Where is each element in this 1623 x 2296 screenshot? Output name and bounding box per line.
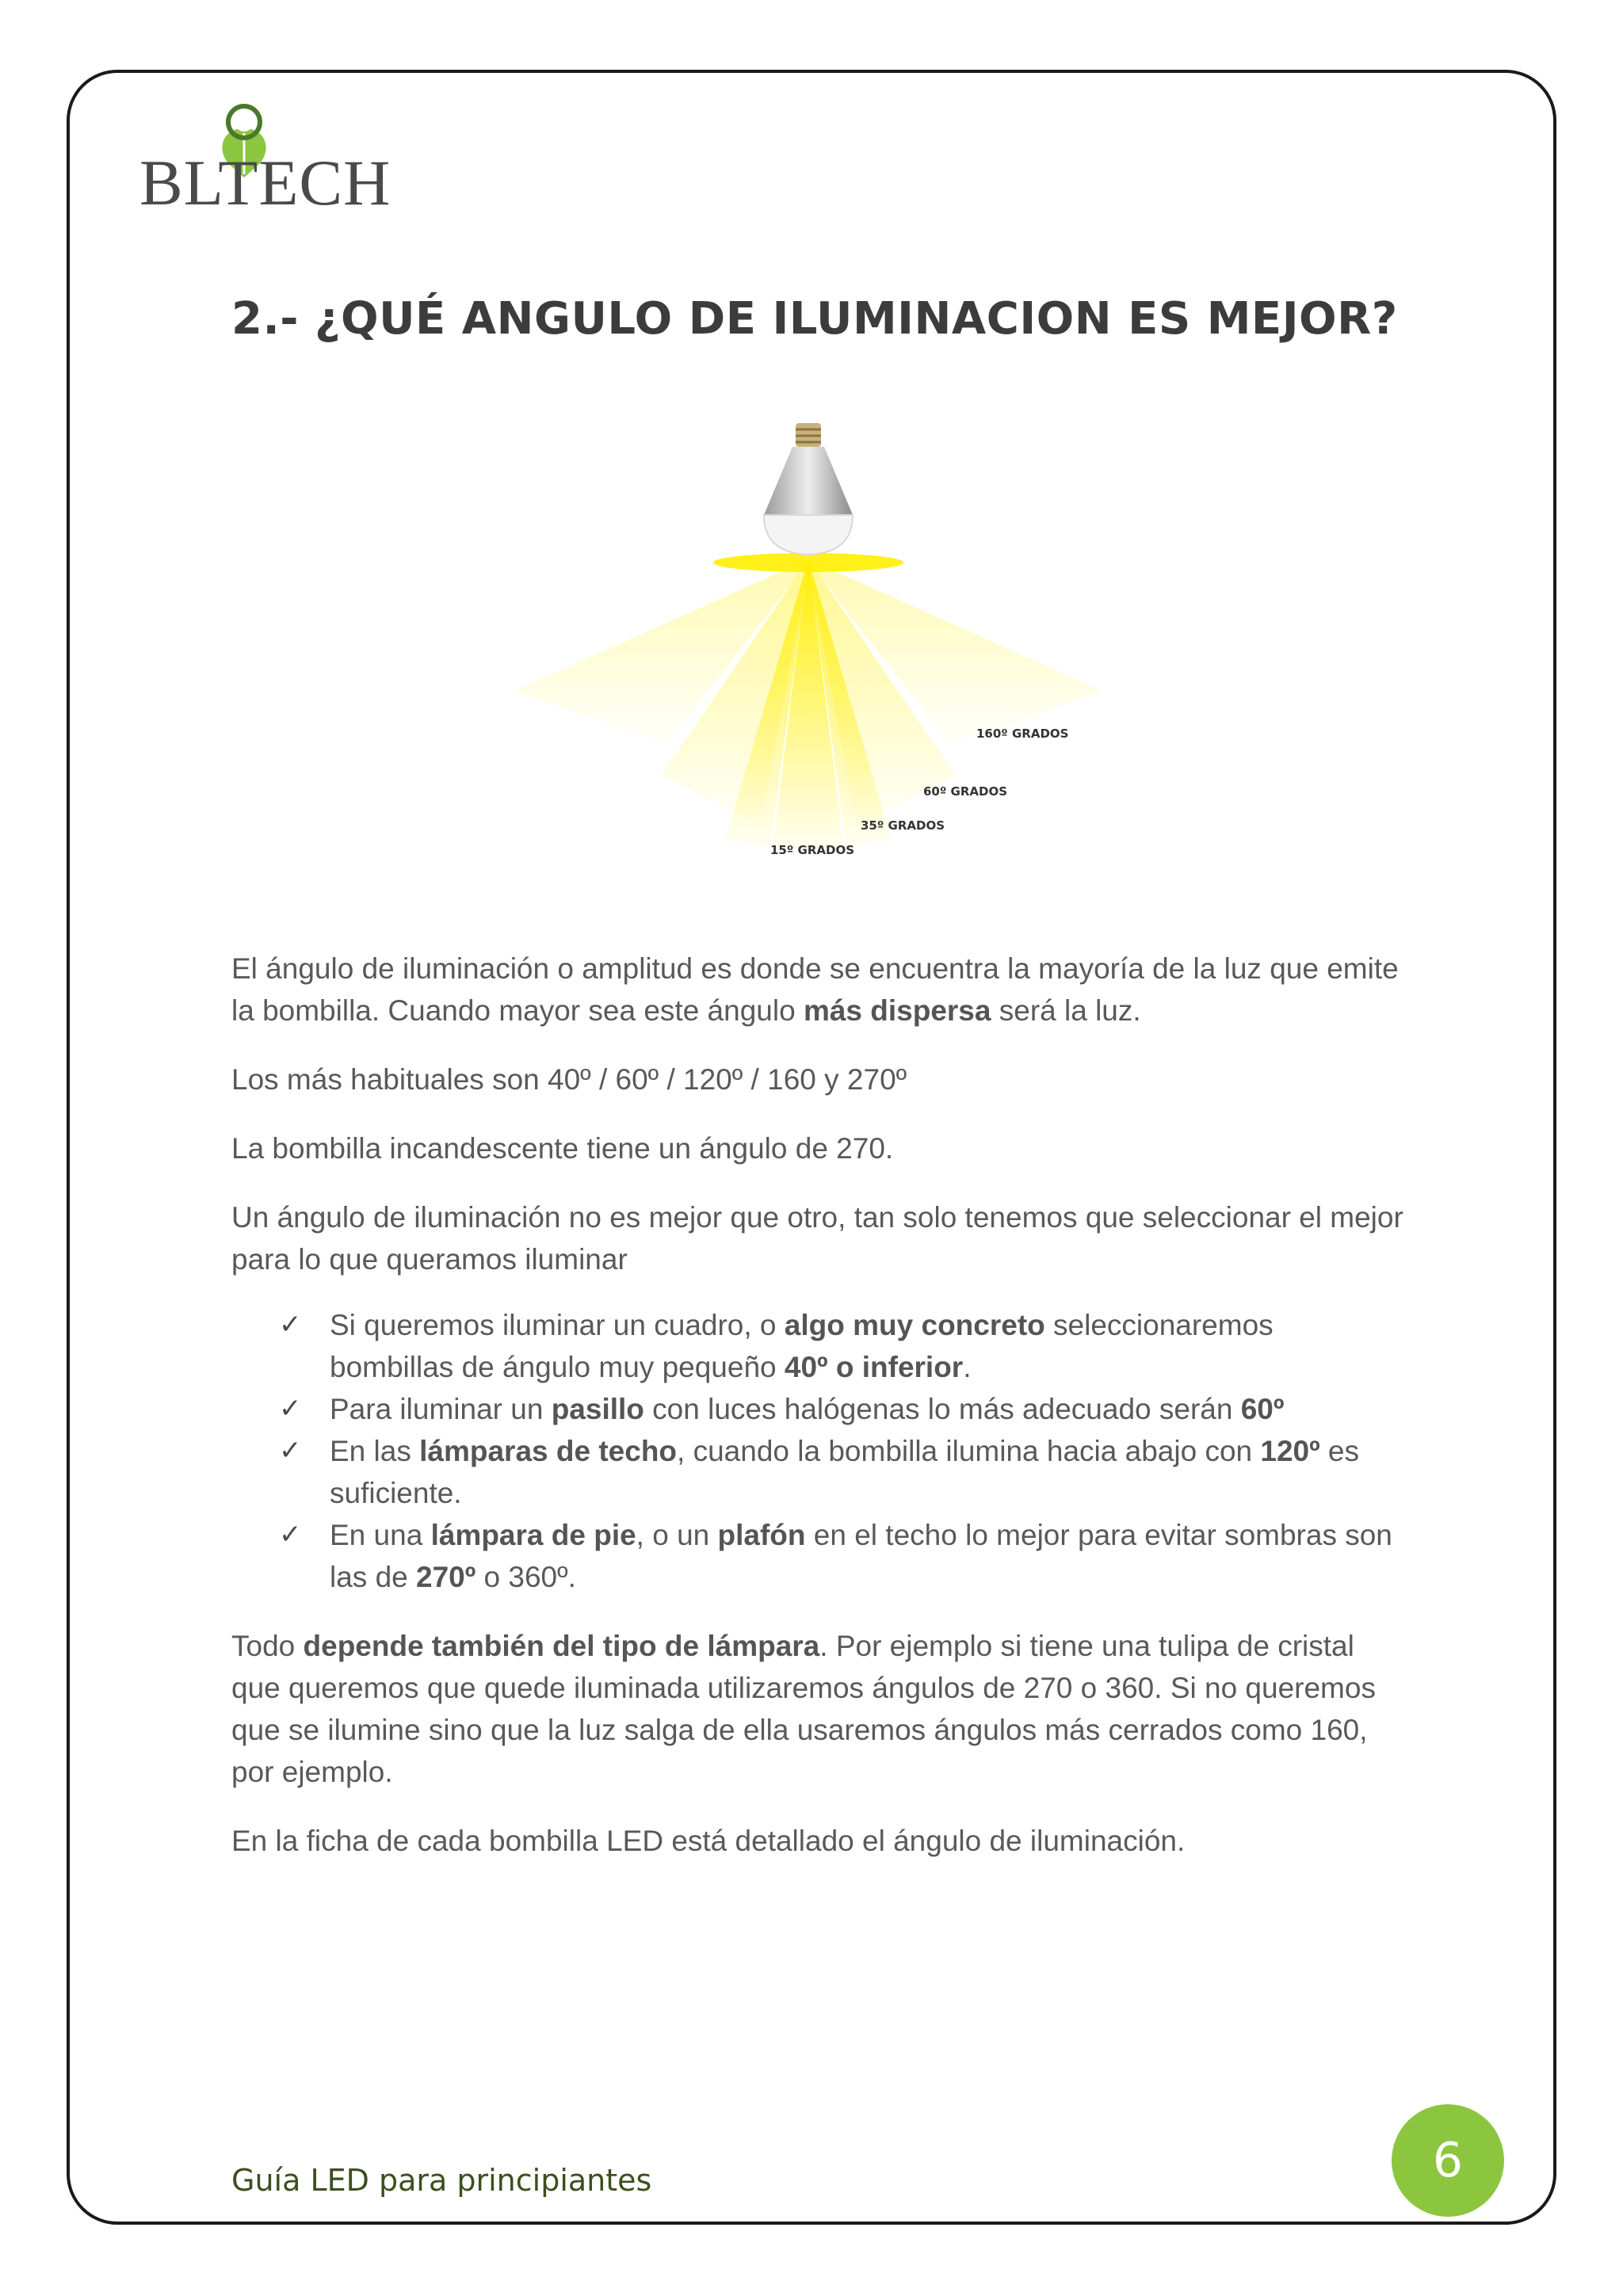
bold-text: plafón xyxy=(717,1519,806,1551)
bold-text: lámpara de pie xyxy=(430,1519,636,1551)
text: , cuando la bombilla ilumina hacia abajo con xyxy=(677,1435,1261,1467)
paragraph-selection: Un ángulo de iluminación no es mejor que otro, tan solo tenemos que seleccionar el mejor para lo que queramos iluminar xyxy=(231,1201,1403,1276)
bold-text: 120º xyxy=(1260,1435,1320,1467)
text: o 360º. xyxy=(475,1561,576,1593)
paragraph-incandescent: La bombilla incandescente tiene un ángulo de 270. xyxy=(231,1132,894,1165)
label-160-grados: 160º GRADOS xyxy=(976,727,1069,741)
body-content xyxy=(231,948,1404,1889)
bold-text: 270º xyxy=(416,1561,476,1593)
bold-text: lámparas de techo xyxy=(419,1435,678,1467)
label-15-grados: 15º GRADOS xyxy=(770,843,855,857)
page-title: 2.- ¿QUÉ ANGULO DE ILUMINACION ES MEJOR? xyxy=(231,293,1398,345)
text: . xyxy=(963,1351,972,1383)
checkmark-icon: ✓ xyxy=(279,1519,302,1550)
text: es suficiente. xyxy=(330,1435,1359,1509)
checkmark-icon: ✓ xyxy=(279,1393,302,1425)
text: En las xyxy=(330,1435,420,1467)
text: , o un xyxy=(636,1519,718,1551)
text: Si queremos iluminar un cuadro, o xyxy=(330,1309,785,1341)
checkmark-icon: ✓ xyxy=(279,1309,302,1341)
led-bulb-icon xyxy=(764,423,853,555)
bold-text: depende también del tipo de lámpara xyxy=(303,1630,820,1662)
text: en el techo lo mejor para evitar sombras son las de xyxy=(330,1519,1392,1593)
list-item xyxy=(279,1388,1404,1430)
brand-logo xyxy=(139,101,391,220)
text: En una xyxy=(330,1519,431,1551)
text: será la luz. xyxy=(991,994,1141,1027)
footer-title: Guía LED para principiantes xyxy=(231,2163,652,2198)
list-item xyxy=(279,1304,1404,1388)
label-60-grados: 60º GRADOS xyxy=(923,784,1008,799)
bold-text: 60º xyxy=(1240,1393,1285,1425)
text: El ángulo de iluminación o amplitud es donde se encuentra la mayoría de la luz que emite la bombilla. Cuando mayor sea este ángulo xyxy=(231,952,1399,1027)
recommendation-list xyxy=(231,1304,1404,1598)
bold-text: 40º o inferior xyxy=(784,1351,964,1383)
paragraph-common-angles: Los más habituales son 40º / 60º / 120º / 160 y 270º xyxy=(231,1063,907,1096)
label-35-grados: 35º GRADOS xyxy=(861,818,945,833)
page-number-badge: 6 xyxy=(1392,2104,1504,2217)
list-item xyxy=(279,1430,1404,1514)
bold-text: pasillo xyxy=(551,1393,644,1425)
paragraph-product-sheet: En la ficha de cada bombilla LED está detallado el ángulo de iluminación. xyxy=(231,1825,1186,1857)
text: con luces halógenas lo más adecuado serán xyxy=(643,1393,1241,1425)
text: Para iluminar un xyxy=(330,1393,552,1425)
checkmark-icon: ✓ xyxy=(279,1435,302,1466)
paragraph-definition xyxy=(231,948,1404,1032)
text: . Por ejemplo si tiene una tulipa de cristal que queremos que quede iluminada utilizaremos ángulos de 270 o 360. Si no queremos que se ilumine sino que la luz salga de ella usaremos ángulos más cerrados como 160, por ejemplo. xyxy=(231,1630,1376,1788)
paragraph-lamp-type xyxy=(231,1625,1404,1793)
text: seleccionaremos bombillas de ángulo muy pequeño xyxy=(330,1309,1274,1383)
list-item xyxy=(279,1514,1404,1598)
bold-text: algo muy concreto xyxy=(784,1309,1045,1341)
bold-text: más dispersa xyxy=(803,994,991,1027)
text: Todo xyxy=(231,1630,304,1662)
beam-angle-diagram xyxy=(285,372,1395,887)
brand-name: BLTECH xyxy=(139,147,391,219)
